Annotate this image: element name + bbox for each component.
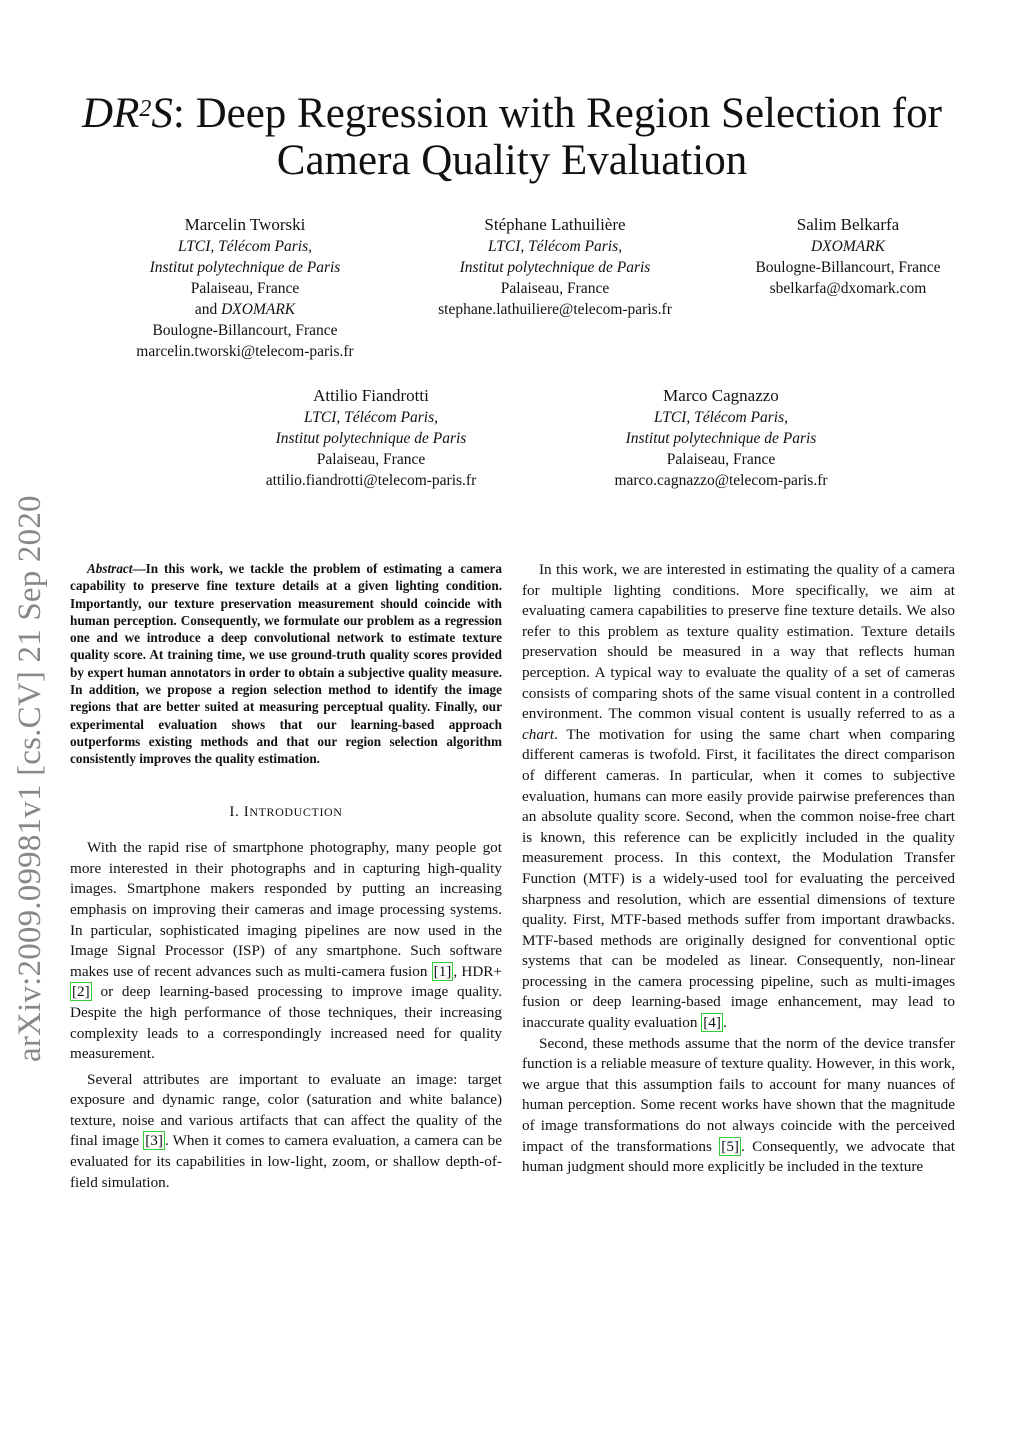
author-block-5	[586, 385, 856, 491]
citation-link-4[interactable]: [4]	[703, 1014, 721, 1032]
author-affiliation: DXOMARK	[810, 238, 886, 255]
author-second-affiliation	[112, 299, 378, 320]
author-affiliation: LTCI, Télécom Paris,	[303, 409, 439, 426]
author-institution: Institut polytechnique de Paris	[275, 430, 467, 447]
author-location-2: Boulogne-Billancourt, France	[152, 322, 338, 339]
section-title-rest: NTRODUCTION	[249, 804, 343, 819]
title-rest: : Deep Regression with Region Selection for	[172, 90, 942, 137]
paragraph-text: or deep learning-based processing to improve image quality. Despite the high performance of those techniques, their increasing complexity leads to a correspondingly increased need for quality measurement.	[70, 983, 502, 1063]
abstract-dash: —	[132, 561, 146, 576]
author-affiliation: LTCI, Télécom Paris,	[177, 238, 313, 255]
author-email[interactable]: marcelin.tworski@telecom-paris.fr	[136, 343, 354, 360]
paragraph-text: Second, these methods assume that the norm of the device transfer function is a reliable measure of texture quality. However, in this work, we argue that this assumption fails to account for many nuances of human perception. Some recent works have shown that the magnitude of image transformations do not always coincide with the perceived impact of the transformations	[522, 1034, 955, 1155]
author-email[interactable]: attilio.fiandrotti@telecom-paris.fr	[265, 472, 477, 489]
author-block-3	[726, 214, 970, 299]
intro-paragraph-2	[70, 1070, 502, 1194]
right-paragraph-1	[522, 560, 955, 1034]
arxiv-identifier[interactable]: arXiv:2009.09981v1 [cs.CV] 21 Sep 2020	[12, 495, 48, 1062]
author-location: Palaiseau, France	[500, 280, 610, 297]
author-institution: Institut polytechnique de Paris	[459, 259, 651, 276]
paragraph-text: . When it comes to camera evaluation, a camera can be evaluated for its capabilities in low-light, zoom, or shallow depth-of-field simulation.	[70, 1132, 502, 1191]
title-s: S	[151, 90, 173, 137]
citation-link-1[interactable]: [1]	[433, 962, 452, 980]
paragraph-text: , HDR+	[453, 962, 502, 980]
title-line-2: Camera Quality Evaluation	[276, 137, 748, 184]
author-block-4	[236, 385, 506, 491]
author-block-1	[112, 214, 378, 362]
author-location: Boulogne-Billancourt, France	[755, 259, 941, 276]
citation-link-5[interactable]: [5]	[721, 1137, 739, 1155]
author-name: Marco Cagnazzo	[663, 386, 779, 405]
author-location: Palaiseau, France	[316, 451, 426, 468]
author-block-2	[400, 214, 710, 320]
paragraph-text: With the rapid rise of smartphone photography, many people got more interested in their photographs and in capturing high-quality images. Smartphone makers responded by putting an increasing emphasis on improving their cameras and image processing systems. In particular, sophisticated imaging pipelines are now used in the Image Signal Processor (ISP) of any smartphone. Such software makes use of recent advances such as multi-camera fusion	[70, 839, 502, 980]
paragraph-text: Several attributes are important to evaluate an image: target exposure and dynamic range, color (saturation and white balance) texture, noise and various artifacts that can affect the quality of the final image	[70, 1070, 502, 1150]
author-name: Salim Belkarfa	[796, 215, 900, 234]
author-location: Palaiseau, France	[190, 280, 300, 297]
section-title-initial: I	[243, 803, 250, 820]
citation-link-2[interactable]: [2]	[72, 983, 90, 1001]
section-heading-introduction	[70, 802, 502, 823]
title-superscript: 2	[139, 96, 152, 122]
citation-link-3[interactable]: [3]	[145, 1132, 163, 1150]
abstract-label: Abstract	[87, 561, 133, 576]
paragraph-text: . The motivation for using the same chart when comparing different cameras is twofold. First, it facilitates the direct comparison of different cameras. In particular, when it comes to subjective evaluation, humans can more easily provide pairwise preferences than an absolute quality score. Second, when the common noise-free chart is known, this reference can be explicitly included in the quality measurement process. In this context, the Modulation Transfer Function (MTF) is a widely-used tool for evaluating the perceived sharpness and resolution, which are essential dimensions of texture quality. First, MTF-based methods suffer from important drawbacks. MTF-based methods are originally designed for conventional optic systems that can be modeled as linear. Consequently, non-linear processing in the camera processing pipeline, such as multi-images fusion or deep learning-based image enhancement, may lead to inaccurate quality evaluation	[522, 725, 955, 1032]
abstract-text: In this work, we tackle the problem of estimating a camera capability to preserve fine texture details at a given lighting condition. Importantly, our texture preservation measurement should coincide with human perception. Consequently, we formulate our problem as a regression one and we introduce a deep convolutional network to estimate texture quality score. At training time, we use ground-truth quality scores provided by expert human annotators in order to obtain a subjective quality measure. In addition, we propose a region selection method to identify the image regions that are better suited at measuring perceptual quality. Finally, our experimental evaluation shows that our learning-based approach outperforms existing methods and that our region selection algorithm consistently improves the quality estimation.	[70, 561, 502, 767]
right-column	[522, 560, 955, 1178]
author-affiliation: LTCI, Télécom Paris,	[653, 409, 789, 426]
paper-title	[60, 90, 964, 184]
author-org: DXOMARK	[221, 301, 296, 318]
section-number: I.	[229, 803, 244, 820]
author-location: Palaiseau, France	[666, 451, 776, 468]
abstract	[70, 560, 502, 768]
author-institution: Institut polytechnique de Paris	[625, 430, 817, 447]
author-email[interactable]: stephane.lathuiliere@telecom-paris.fr	[438, 301, 672, 318]
author-name: Attilio Fiandrotti	[313, 386, 429, 405]
and-text: and	[194, 301, 218, 318]
left-column	[70, 560, 502, 1193]
paragraph-text: . Consequently, we advocate that human judgment should more explicitly be included in the texture	[522, 1137, 955, 1176]
author-email[interactable]: sbelkarfa@dxomark.com	[769, 280, 927, 297]
emphasis-chart: chart	[522, 725, 555, 743]
paragraph-text: In this work, we are interested in estimating the quality of a camera for multiple lighting conditions. More specifically, we aim at evaluating camera capabilities to preserve fine texture details. We also refer to this problem as texture quality estimation. Texture details preservation should be measured in a way that reflects human perception. A typical way to evaluate the quality of a set of cameras consists of comparing shots of the same visual content in a controlled environment. The common visual content is usually referred to as a	[522, 561, 955, 723]
author-name: Stéphane Lathuilière	[484, 215, 626, 234]
paragraph-text: .	[722, 1014, 727, 1032]
author-email[interactable]: marco.cagnazzo@telecom-paris.fr	[614, 472, 828, 489]
author-affiliation: LTCI, Télécom Paris,	[487, 238, 623, 255]
author-name: Marcelin Tworski	[184, 215, 306, 234]
right-paragraph-2	[522, 1034, 955, 1178]
author-institution: Institut polytechnique de Paris	[149, 259, 341, 276]
intro-paragraph-1	[70, 838, 502, 1065]
title-dr: DR	[82, 90, 140, 137]
title-line-1	[82, 90, 942, 137]
